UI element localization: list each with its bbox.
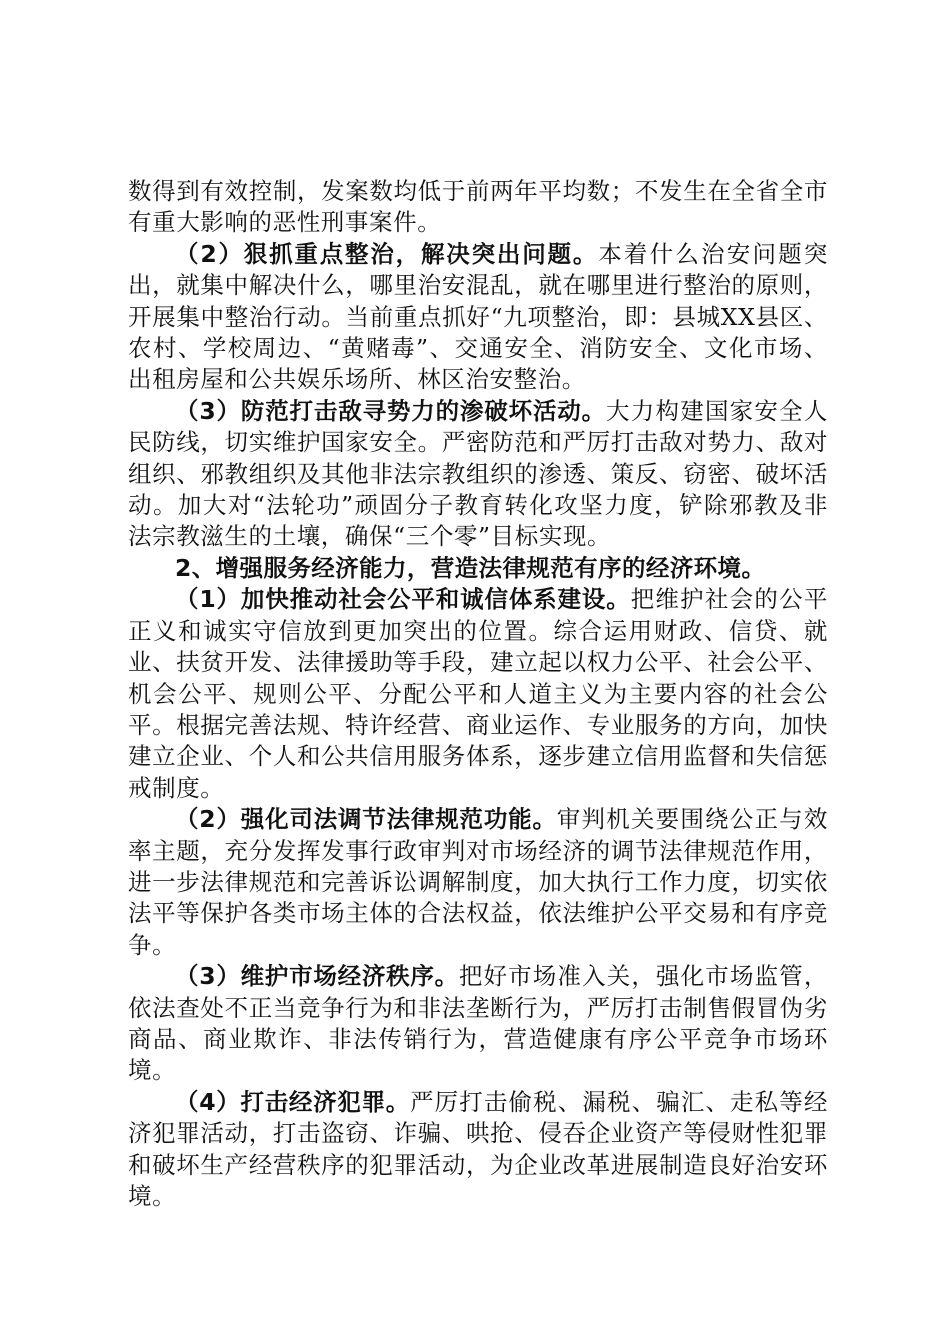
paragraph-2-lead: （2）狠抓重点整治，解决突出问题。 <box>175 239 599 268</box>
paragraph-2 <box>128 239 828 396</box>
section-heading <box>128 553 828 584</box>
paragraph-2-body: 本着什么治安问题突出，就集中解决什么，哪里治安混乱，就在哪里进行整治的原则，开展集中整治行动。当前重点抓好“九项整治，即：县城XX县区、农村、学校周边、“黄赌毒”、交通安全、消防安全、文化市场、出租房屋和公共娱乐场所、林区治安整治。 <box>128 239 828 394</box>
paragraph-3-lead: （3）防范打击敌寻势力的渗破坏活动。 <box>175 396 606 425</box>
document-body <box>128 176 828 1212</box>
paragraph-6-lead: （3）维护市场经济秩序。 <box>175 962 459 991</box>
section-heading-text: 2、增强服务经济能力，营造法律规范有序的经济环境。 <box>175 553 766 582</box>
paragraph-6-body: 把好市场准入关，强化市场监管，依法查处不正当竞争行为和非法垄断行为，严厉打击制售假冒伪劣商品、商业欺诈、非法传销行为，营造健康有序公平竞争市场环境。 <box>128 962 828 1085</box>
paragraph-6 <box>128 961 828 1087</box>
paragraph-1-body: 数得到有效控制，发案数均低于前两年平均数；不发生在全省全市有重大影响的恶性刑事案件。 <box>128 177 828 237</box>
paragraph-4-body: 把维护社会的公平正义和诚实守信放到更加突出的位置。综合运用财政、信贷、就业、扶贫开发、法律援助等手段，建立起以权力公平、社会公平、机会公平、规则公平、分配公平和人道主义为主要内容的社会公平。根据完善法规、特许经营、商业运作、专业服务的方向，加快建立企业、个人和公共信用服务体系，逐步建立信用监督和失信惩戒制度。 <box>128 585 828 802</box>
paragraph-3-body: 大力构建国家安全人民防线，切实维护国家安全。严密防范和严厉打击敌对势力、敌对组织、邪教组织及其他非法宗教组织的渗透、策反、窃密、破坏活动。加大对“法轮功”顽固分子教育转化攻坚力度，铲除邪教及非法宗教滋生的土壤，确保“三个零”目标实现。 <box>128 396 829 551</box>
paragraph-1 <box>128 176 828 239</box>
paragraph-4-lead: （1）加快推动社会公平和诚信体系建设。 <box>175 585 631 614</box>
paragraph-5-body: 审判机关要围绕公正与效率主题，充分发挥发事行政审判对市场经济的调节法律规范作用，进一步法律规范和完善诉讼调解制度，加大执行工作力度，切实依法平等保护各类市场主体的合法权益，依法维护公平交易和有序竞争。 <box>128 805 828 959</box>
paragraph-5-lead: （2）强化司法调节法律规范功能。 <box>175 805 557 834</box>
paragraph-4 <box>128 584 828 804</box>
paragraph-3 <box>128 396 828 553</box>
paragraph-7 <box>128 1087 828 1213</box>
paragraph-7-body: 严厉打击偷税、漏税、骗汇、走私等经济犯罪活动，打击盗窃、诈骗、哄抢、侵吞企业资产等侵财性犯罪和破坏生产经营秩序的犯罪活动，为企业改革进展制造良好治安环境。 <box>128 1087 828 1210</box>
paragraph-7-lead: （4）打击经济犯罪。 <box>175 1087 411 1116</box>
paragraph-5 <box>128 804 828 961</box>
